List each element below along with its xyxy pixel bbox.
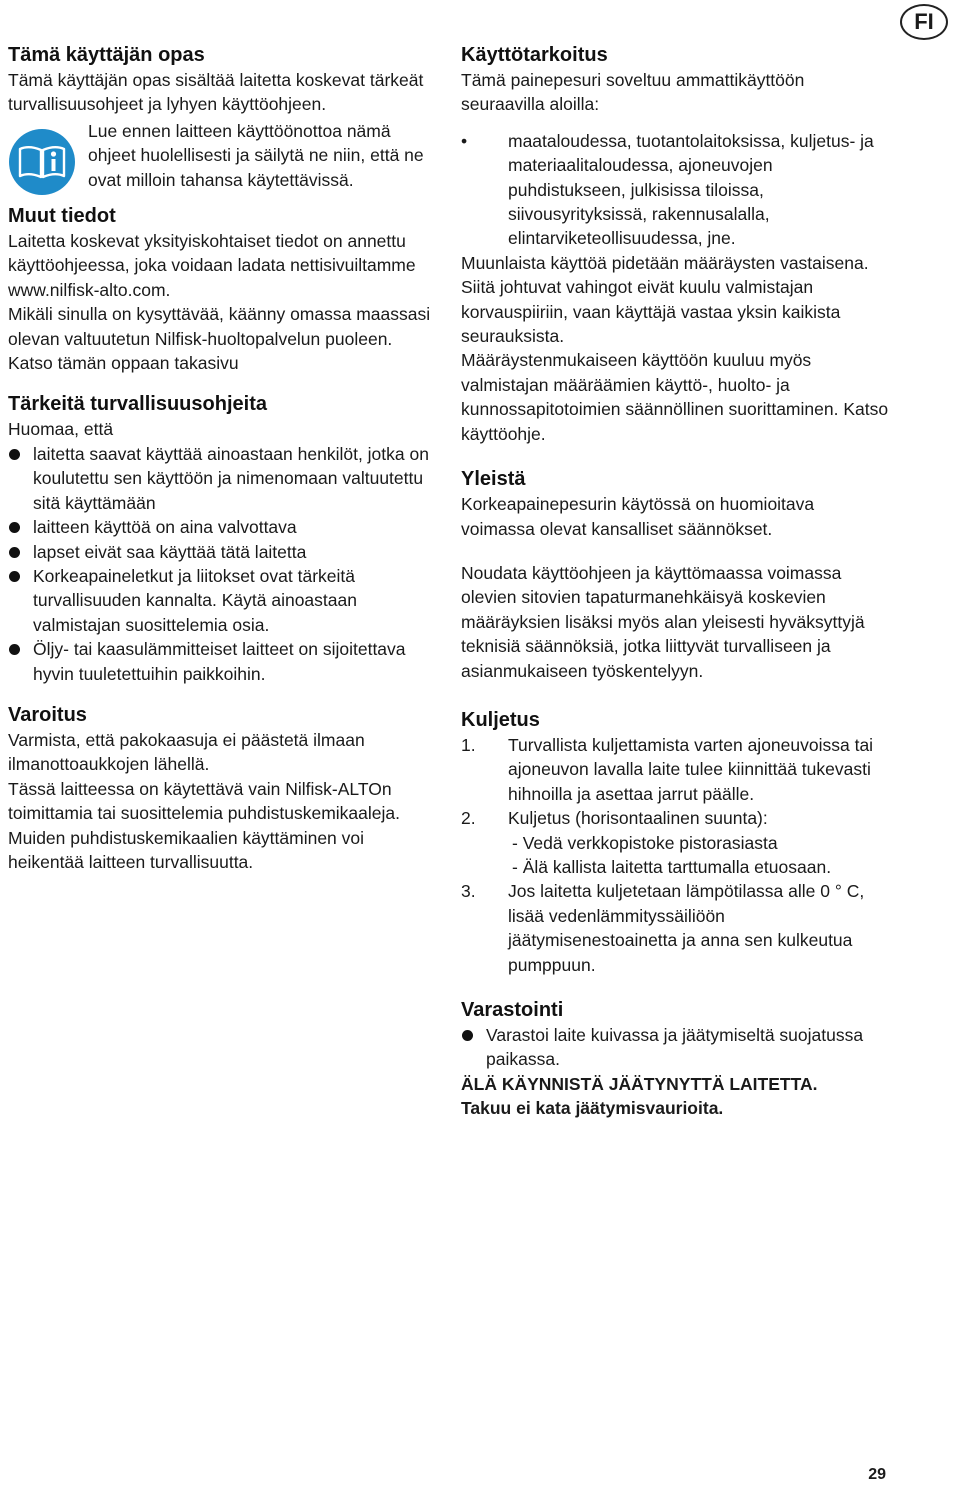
storage-warning-1: ÄLÄ KÄYNNISTÄ JÄÄTYNYTTÄ LAITETTA. <box>461 1073 818 1094</box>
section-title-intended-use: Käyttötarkoitus <box>461 44 608 66</box>
right-column <box>461 42 889 1121</box>
page-number: 29 <box>868 1466 886 1483</box>
section-warning <box>8 702 433 874</box>
list-item: • maataloudessa, tuotantolaitoksissa, kuljetus- ja materiaalitaloudessa, ajoneuvojen puhdistukseen, julkisissa tiloissa, siivousyrityksissä, rakennusalalla, elintarviketeollisuudessa, jne. <box>461 129 889 251</box>
usage-areas-list <box>461 129 889 251</box>
section-title-safety: Tärkeitä turvallisuusohjeita <box>8 393 267 416</box>
user-guide-text: Tämä käyttäjän opas sisältää laitetta koskevat tärkeät turvallisuusohjeet ja lyhyen käyttöohjeen. <box>8 70 424 115</box>
section-title-other-info: Muut tiedot <box>8 205 116 228</box>
intended-use-text-1: Muunlaista käyttöä pidetään määräysten vastaisena. Siitä johtuvat vahingot eivät kuulu valmistajan korvauspiiriin, vaan käyttäjä vastaa yksin kaikista seurauksista. <box>461 252 869 347</box>
other-info-text-2: Mikäli sinulla on kysyttävää, käänny omassa maassasi olevan valtuutetun Nilfisk-huoltopalvelun puoleen. <box>8 304 431 349</box>
list-item <box>461 879 889 977</box>
transport-steps <box>461 733 889 977</box>
warning-text-1: Varmista, että pakokaasuja ei päästetä ilmaan ilmanottoaukkojen lähellä. <box>8 729 365 775</box>
list-item: laitteen käyttöä on aina valvottava <box>8 515 433 539</box>
section-title-storage: Varastointi <box>461 999 564 1021</box>
storage-list <box>461 1023 889 1072</box>
step-subitem: - Älä kallista laitetta tarttumalla etuosaan. <box>512 856 832 877</box>
list-item <box>461 733 889 806</box>
list-item: lapset eivät saa käyttää tätä laitetta <box>8 540 433 564</box>
safety-intro: Huomaa, että <box>8 419 114 440</box>
list-item: Öljy- tai kaasulämmitteiset laitteet on sijoitettava hyvin tuuletettuihin paikkoihin. <box>8 637 433 686</box>
step-number: 3. <box>461 881 476 902</box>
section-intended-use <box>461 42 889 446</box>
section-title-transport: Kuljetus <box>461 708 540 731</box>
section-transport <box>461 707 889 977</box>
notice-text: Lue ennen laitteen käyttöönottoa nämä ohjeet huolellisesti ja säilytä ne niin, että ne ovat milloin tahansa käytettävissä. <box>88 120 424 190</box>
section-title-user-guide: Tämä käyttäjän opas <box>8 44 205 66</box>
step-text: Kuljetus (horisontaalinen suunta): <box>508 808 768 829</box>
list-item <box>461 806 889 879</box>
other-info-text-1: Laitetta koskevat yksityiskohtaiset tiedot on annettu käyttöohjeessa, joka voidaan ladata nettisivuiltamme www.nilfisk-alto.com. <box>8 231 416 300</box>
section-user-guide <box>8 42 433 192</box>
step-number: 1. <box>461 734 476 755</box>
general-text-1: Korkeapainepesurin käytössä on huomioitava voimassa olevat kansalliset säännökset. <box>461 494 815 539</box>
step-subitem: - Vedä verkkopistoke pistorasiasta <box>512 832 778 853</box>
section-title-general: Yleistä <box>461 468 526 491</box>
section-other-info <box>8 203 433 375</box>
intended-use-intro: Tämä painepesuri soveltuu ammattikäyttöön seuraavilla aloilla: <box>461 70 805 115</box>
section-title-warning: Varoitus <box>8 703 87 726</box>
left-column <box>8 42 433 874</box>
list-item: Varastoi laite kuivassa ja jäätymiseltä suojatussa paikassa. <box>461 1023 889 1072</box>
section-general <box>461 466 889 683</box>
list-item: Korkeapaineletkut ja liitokset ovat tärkeitä turvallisuuden kannalta. Käytä ainoastaan valmistajan suosittelemia osia. <box>8 564 433 637</box>
step-number: 2. <box>461 808 476 829</box>
section-storage <box>461 997 889 1121</box>
safety-list <box>8 442 433 686</box>
other-info-text-3: Katso tämän oppaan takasivu <box>8 353 239 374</box>
step-text: Jos laitetta kuljetetaan lämpötilassa alle 0 ° C, lisää vedenlämmityssäiliöön jäätymisenestoainetta ja anna sen kulkeutua pumppuun. <box>508 881 865 975</box>
section-safety <box>8 391 433 685</box>
general-text-2: Noudata käyttöohjeen ja käyttömaassa voimassa olevien sitovien tapaturmanehkäisyä koskevien määräyksien lisäksi myös alan yleisesti hyväksyttyjä teknisiä säännöksiä, jotka liittyvät turvalliseen ja asianmukaiseen työskentelyyn. <box>461 562 865 681</box>
read-instructions-notice <box>8 119 433 192</box>
language-badge: FI <box>900 4 948 40</box>
storage-warning-2: Takuu ei kata jäätymisvaurioita. <box>461 1098 724 1119</box>
warning-text-2: Tässä laitteessa on käytettävä vain Nilfisk-ALTOn toimittamia tai suosittelemia puhdistuskemikaaleja. Muiden puhdistuskemikaalien käyttäminen voi heikentää laitteen turvallisuutta. <box>8 778 400 872</box>
list-item: laitetta saavat käyttää ainoastaan henkilöt, jotka on koulutettu sen käyttöön ja nimenomaan valtuutettu sitä käyttämään <box>8 442 433 515</box>
intended-use-text-2: Määräystenmukaiseen käyttöön kuuluu myös valmistajan määräämien käyttö-, huolto- ja kunnossapitotoimien säännöllinen suorittaminen. Katso käyttöohje. <box>461 350 889 444</box>
step-text: Turvallista kuljettamista varten ajoneuvoissa tai ajoneuvon lavalla laite tulee kiinnittää tukevasti hihnoilla ja asettaa jarrut päälle. <box>508 734 874 804</box>
info-manual-icon <box>8 128 76 196</box>
